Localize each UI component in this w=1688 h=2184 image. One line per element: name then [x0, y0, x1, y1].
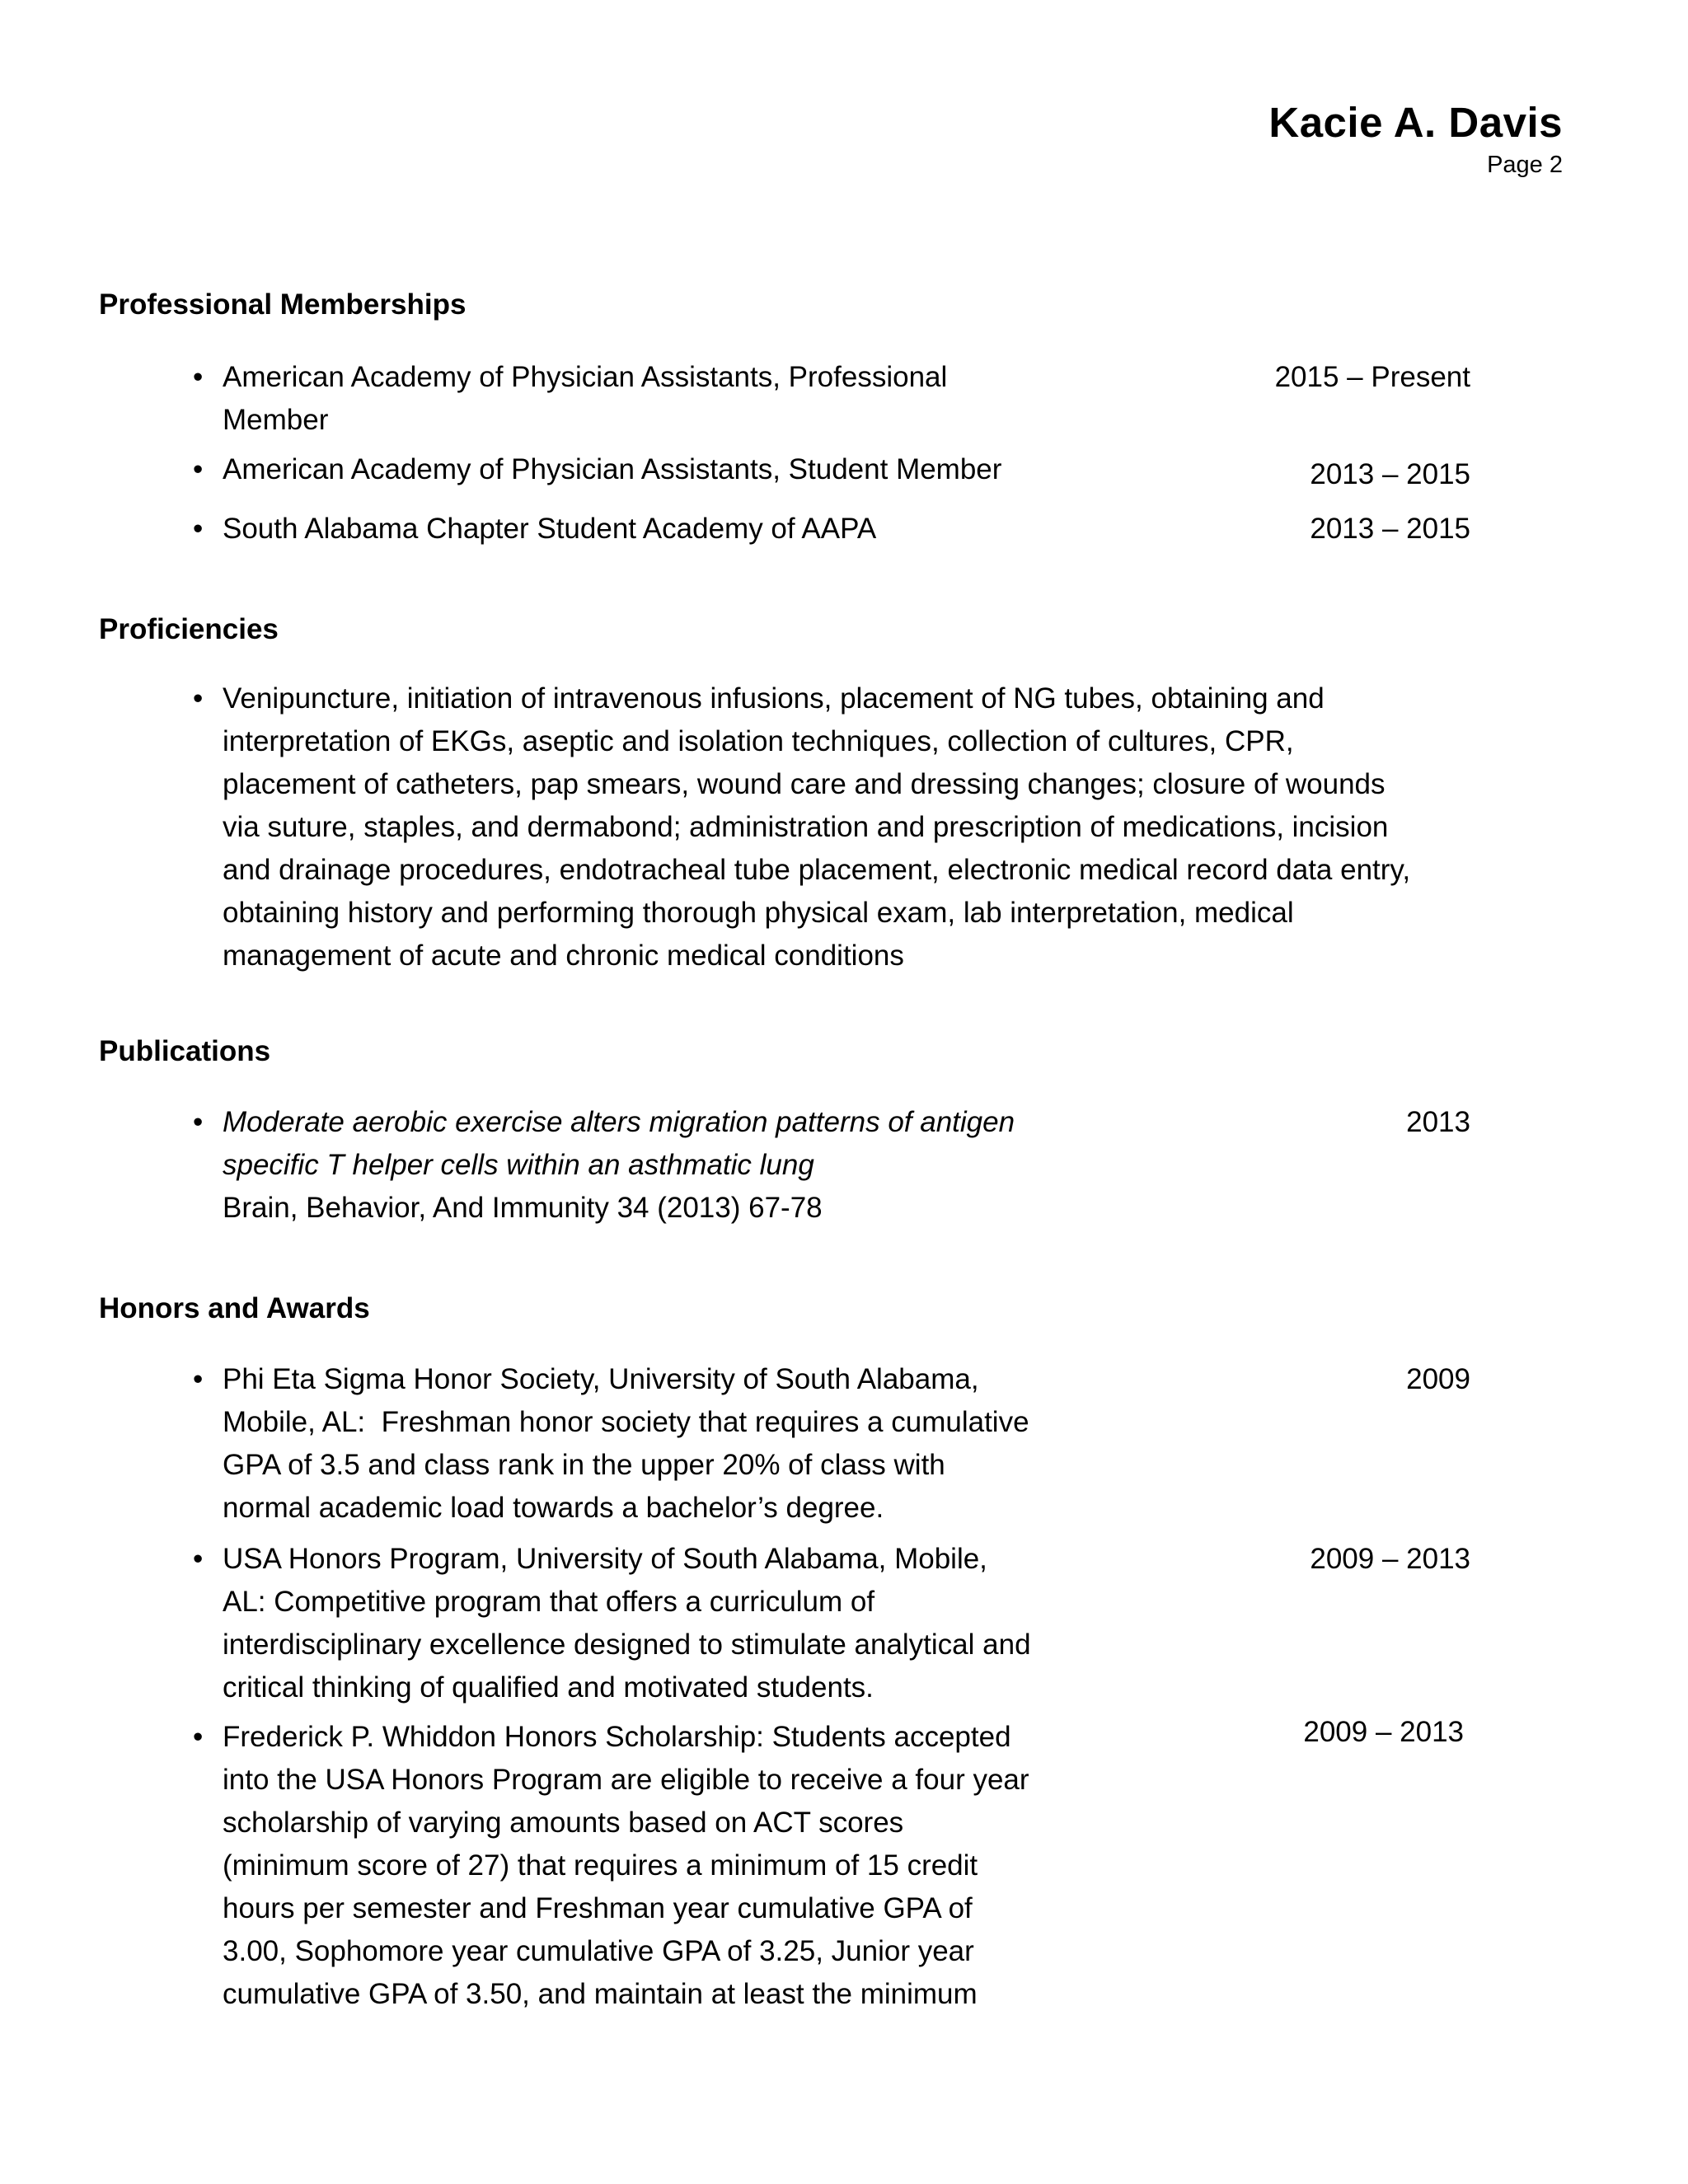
publication-title: Moderate aerobic exercise alters migration patterns of antigen [223, 1106, 1015, 1138]
membership-line: Member [223, 404, 329, 436]
publication-title: specific T helper cells within an asthmatic lung [223, 1149, 814, 1181]
bullet: • [193, 1543, 204, 1575]
honor-line: GPA of 3.5 and class rank in the upper 20% of class with [223, 1449, 945, 1481]
bullet: • [193, 513, 204, 545]
membership-line: American Academy of Physician Assistants, Professional [223, 361, 948, 393]
membership-date: 2013 – 2015 [1310, 458, 1470, 490]
page-header [1268, 97, 1563, 181]
publications-heading: Publications [99, 1035, 271, 1067]
proficiency-line: via suture, staples, and dermabond; administration and prescription of medications, incision [223, 811, 1389, 843]
honor-line: (minimum score of 27) that requires a minimum of 15 credit [223, 1849, 978, 1882]
honor-line: interdisciplinary excellence designed to stimulate analytical and [223, 1629, 1031, 1661]
candidate-name: Kacie A. Davis [1268, 99, 1563, 146]
honor-line: normal academic load towards a bachelor’s degree. [223, 1492, 884, 1524]
honor-line: into the USA Honors Program are eligible to receive a four year [223, 1764, 1029, 1796]
honors-heading: Honors and Awards [99, 1292, 370, 1324]
publication-date: 2013 [1406, 1106, 1470, 1138]
bullet: • [193, 682, 204, 715]
proficiency-line: Venipuncture, initiation of intravenous infusions, placement of NG tubes, obtaining and [223, 682, 1325, 715]
honor-line: Mobile, AL: Freshman honor society that requires a cumulative [223, 1406, 1029, 1438]
membership-line: South Alabama Chapter Student Academy of AAPA [223, 513, 877, 545]
honor-date: 2009 – 2013 [1310, 1543, 1470, 1575]
honor-line: USA Honors Program, University of South Alabama, Mobile, [223, 1543, 987, 1575]
honor-line: AL: Competitive program that offers a curriculum of [223, 1586, 875, 1618]
proficiency-line: obtaining history and performing thorough physical exam, lab interpretation, medical [223, 897, 1294, 929]
membership-date: 2015 – Present [1274, 361, 1470, 393]
honor-line: 3.00, Sophomore year cumulative GPA of 3.25, Junior year [223, 1935, 974, 1967]
honor-line: hours per semester and Freshman year cumulative GPA of [223, 1892, 973, 1924]
bullet: • [193, 1721, 204, 1753]
honor-date: 2009 [1406, 1363, 1470, 1395]
bullet: • [193, 361, 204, 393]
honor-line: scholarship of varying amounts based on ACT scores [223, 1807, 904, 1839]
proficiency-line: interpretation of EKGs, aseptic and isolation techniques, collection of cultures, CPR, [223, 725, 1294, 757]
publication-journal: Brain, Behavior, And Immunity 34 (2013) 67-78 [223, 1192, 823, 1224]
membership-date: 2013 – 2015 [1310, 513, 1470, 545]
honor-line: cumulative GPA of 3.50, and maintain at least the minimum [223, 1978, 978, 2010]
bullet: • [193, 1363, 204, 1395]
honor-date: 2009 – 2013 [1303, 1716, 1464, 1748]
proficiency-line: and drainage procedures, endotracheal tube placement, electronic medical record data entry, [223, 854, 1411, 886]
honor-line: critical thinking of qualified and motivated students. [223, 1671, 874, 1704]
memberships-heading: Professional Memberships [99, 288, 467, 321]
proficiency-line: management of acute and chronic medical conditions [223, 940, 904, 972]
proficiency-line: placement of catheters, pap smears, wound care and dressing changes; closure of wounds [223, 768, 1386, 800]
bullet: • [193, 453, 204, 485]
page-number: Page 2 [1487, 152, 1563, 178]
honor-line: Phi Eta Sigma Honor Society, University of South Alabama, [223, 1363, 979, 1395]
membership-line: American Academy of Physician Assistants, Student Member [223, 453, 1002, 485]
proficiencies-heading: Proficiencies [99, 613, 279, 645]
honor-line: Frederick P. Whiddon Honors Scholarship: Students accepted [223, 1721, 1011, 1753]
bullet: • [193, 1106, 204, 1138]
